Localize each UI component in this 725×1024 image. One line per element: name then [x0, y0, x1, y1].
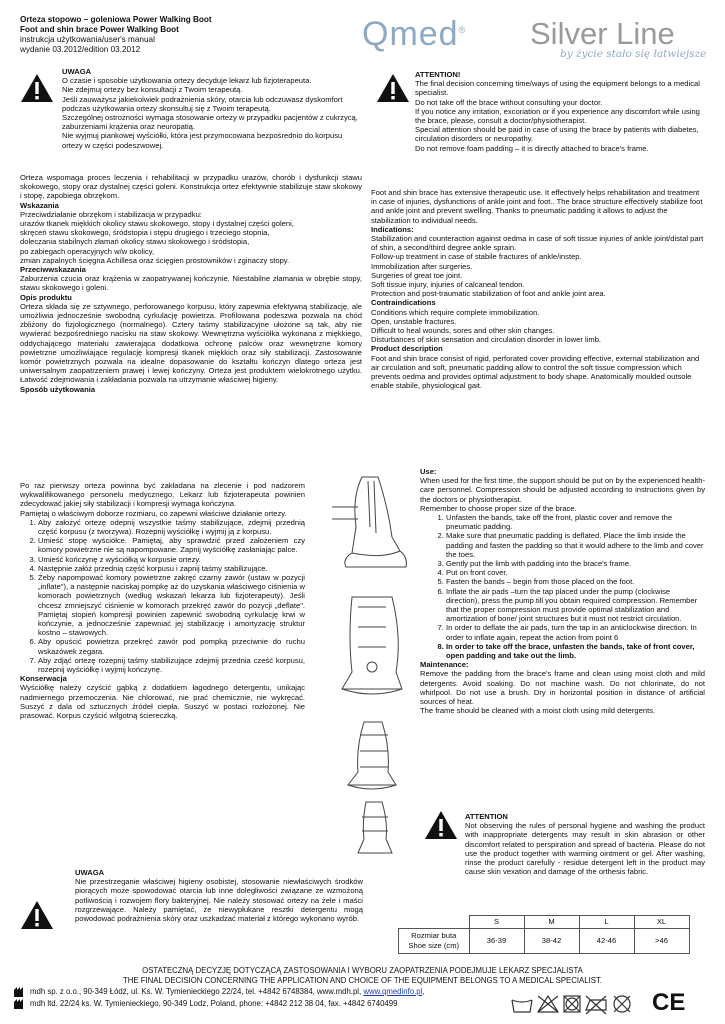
en-attention2-title: ATTENTION — [465, 812, 508, 821]
footer-address-en: mdh ltd. 22/24 ks. W. Tymienieckiego, 90-349 Lodz, Poland, phone: +4842 212 38 04, fax. +4842 6740499 — [30, 999, 398, 1008]
pl-wskazania-item: urazów tkanek miękkich okolicy stawu skokowego, stopy i dystalnej części goleni, — [20, 219, 294, 229]
size-range: 42-46 — [579, 929, 634, 954]
pl-uwaga2-text: Nie przestrzeganie właściwej higieny osobistej, stosowanie niewłaściwych środków piorących może spowodować otarcia lub inne dolegliwości związane ze wzmożoną potliwością i rozwojem flory bakteryjnej. Nie należy stosować ortezy na żele i maści rozgrzewające. Należy pamiętać, że niewypłukane resztki detergentu mogą powodować podrażnienia skóry oraz uszkadzać materiał z którego wykonano wyrób. — [75, 877, 363, 924]
pl-przeciw-title: Przeciwwskazania — [20, 265, 86, 275]
size-label: M — [524, 916, 579, 929]
en-contra-item: Open, unstable fractures. — [371, 316, 457, 326]
pl-wskazania-item: zmian zapalnych ścięgna Achillesa oraz ścięgien prostowników i zginaczy stopy. — [20, 255, 290, 265]
product-title-en: Foot and shin brace Power Walking Boot — [20, 25, 179, 34]
pl-main-column — [20, 173, 362, 394]
size-table-row — [399, 929, 690, 954]
en-indication: Stabilization and counteraction against oedma in case of soft tissue injuries of ankle joint/distal part of shin, a second/third degree ankle sprain. — [371, 234, 704, 253]
no-bleach-icon — [538, 996, 558, 1012]
en-maint-text2: The frame should be cleaned with a moist cloth using mild detergents. — [420, 706, 656, 716]
pl-sposob-column — [20, 481, 305, 720]
size-range: 38-42 — [524, 929, 579, 954]
size-label: L — [579, 916, 634, 929]
en-attention-block — [415, 70, 705, 153]
en-attention-title: ATTENTION! — [415, 70, 461, 79]
manual-label: instrukcja użytkowania/user's manual — [20, 35, 155, 44]
en-contra-title: Contraindications — [371, 298, 436, 308]
en-step: 6. Inflate the air pads –turn the tap placed under the pump (clockwise direction), press the pump till you obtain required compression. Remember that the proper compression must provide optimal stabilization and amortization of bone/ joint structures but it must not restrict circulation. — [446, 587, 705, 624]
en-indication: Surgeries of great toe joint. — [371, 270, 463, 280]
pl-step: 6. Aby opuścić powietrza przekręć zawór pod pompką przeciwnie do ruchu wskazówek zegara. — [38, 637, 305, 655]
pl-uwaga-line: Szczególnej ostrożności wymaga stosowanie ortezy w przypadku pacjentów z cukrzycą, zaburzeniami krążenia oraz neuropatią. — [62, 113, 358, 132]
no-iron-icon — [586, 996, 606, 1014]
document-header — [20, 15, 320, 55]
qmedinfo-link[interactable]: www.qmedinfo.pl — [363, 987, 423, 996]
pl-sposob-title: Sposób użytkowania — [20, 384, 96, 394]
en-attention2-block — [465, 812, 705, 876]
pl-wskazania-item: Przeciwdziałanie obrzękom i stabilizacja w przypadku: — [20, 209, 202, 219]
footer-disclaimer-pl: OSTATECZNĄ DECYZJĘ DOTYCZĄCĄ ZASTOSOWANIA I WYBORU ZAOPATRZENIA PODEJMUJE LEKARZ SPECJALISTA — [142, 966, 583, 975]
edition-label: wydanie 03.2012/edition 03.2012 — [20, 45, 141, 54]
pl-uwaga-line: Nie wyjmuj piankowej wyściółki, która jest przymocowana bezpośrednio do korpusu ortezy w części podeszwowej. — [62, 131, 343, 150]
en-indication: Follow-up treatment in case of stabile fractures of ankle/instep. — [371, 252, 582, 262]
en-desc-title: Product description — [371, 344, 443, 354]
size-header-label: Rozmiar buta Shoe size (cm) — [399, 929, 470, 954]
care-symbols — [510, 992, 640, 1016]
pl-step: 5. Żeby napompować komory powietrzne zakręć czarny zawór (ustaw w pozycji „inflate"), a następnie naciskaj pompkę aż do uzyskania właściwego ciśnienia w komorach powietrznych (według wskazań lekarza lub fizjoterapeuty). Jeśli chcesz zmniejszyć ciśnienie w komorach przekręć zawór do pozycji „deflate". Pamiętaj stopień kompresji powinien zapewnić swobodną cyrkulację krwi w kończynie, a jednocześnie zapewniać jej stabilizację i amortyzację struktur kostno – stawowych. — [38, 573, 305, 637]
en-attention-line: Do not take off the brace without consulting your doctor. — [415, 97, 603, 107]
manufacturer-icon — [14, 999, 26, 1009]
pl-uwaga2-title: UWAGA — [75, 868, 105, 877]
en-indication: Soft tissue injury, injuries of calcaneal tendon. — [371, 280, 525, 290]
en-indication: Protection and post-traumatic stabilization of foot and ankle joint area. — [371, 289, 606, 299]
en-attention-line: Do not remove foam padding – it is directly attached to brace's frame. — [415, 143, 649, 153]
en-use-column — [420, 467, 705, 715]
pl-opis-text: Orteza składa się ze sztywnego, perforowanego korpusu, który zapewnia efektywną stabilizację, ale umożliwia jednocześnie swobodną cyrkulację powietrza. Profilowana podeszwa pozwala na chód zbliżony do fizjologicznego (normalnego). Cztery taśmy stabilizacyjne ułożone są tak, aby nie wywierać bezpośredniego nacisku na staw skokowy. Wewnętrzna wyściółka wykonana z miękkiego, oddychającego materiału zawierająca dodatkowa ochronę palców oraz wewnętrzne komory powietrzne umożliwiające regulację kompresji tkanek miękkich oraz siły stabilizacji. Zastosowanie komór powietrznych pozwala na idealne dopasowanie do kształtu kończyn dlatego orteza jest uniwersalnym zaopatrzeniem prawej i lewej kończyny. Orteza jest produktem wielokrotnego użytku. Łatwość zdejmowania i zakładania pozwala na utrzymanie właściwej higieny. — [20, 301, 362, 385]
en-use-intro2: Remember to choose proper size of the brace. — [420, 503, 577, 513]
en-contra-item: Disturbances of skin sensation and circulation disorder in lower limb. — [371, 335, 602, 345]
pl-uwaga-block — [62, 67, 362, 150]
en-desc-text: Foot and shin brace consist of rigid, perforated cover providing effective, external stabilization and air circulation and soft, pneumatic padding allow to control the soft tissue compression which prevents oedma and provides optimal adjustment to body shape. Anatomically moulded outsole enable stabile, physiological gait. — [371, 353, 700, 391]
pl-konserwacja-text: Wyściółkę należy czyścić gąbką z dodatkiem łagodnego detergentu, unikając nadmiernego przemoczenia. Nie chlorować, nie prać chemicznie, nie wykręcać. Suszyć z dala od sztucznych źródeł ciepła. Suszyć w postaci rozłożonej. Nie prasować. Korpus czyścić wilgotną ściereczką. — [20, 683, 305, 721]
logo-tagline: by życie stało się łatwiejsze — [560, 48, 707, 60]
en-step: 2. Make sure that pneumatic padding is deflated. Place the limb inside the padding and fasten the padding so that it would adhere to the limb and cover the toes. — [446, 531, 705, 559]
product-title-pl: Orteza stopowo – goleniowa Power Walking Boot — [20, 15, 212, 24]
pl-step: 7. Aby zdjąć ortezę rozepnij taśmy stabilizujące zdejmij przednia cześć korpusu, rozepnij wyściółkę i wyjmij kończynę. — [38, 656, 305, 674]
warning-icon — [20, 900, 54, 930]
brand-name: Qmed — [362, 15, 459, 53]
brace-illustrations — [322, 467, 418, 857]
pl-przeciw-text: Zaburzenia czucia oraz krążenia w zaopatrywanej kończynie. Niestabilne złamania w obrębie stopy, stawu skokowego i goleni. — [20, 274, 362, 293]
pl-step: 2. Umieść stopę wyściółce. Pamiętaj, aby sprawdzić przed założeniem czy komory powietrzne nie są napompowane. Zapnij wyściółkę zasłaniając palce. — [38, 536, 305, 554]
pl-uwaga-line: Nie zdejmuj ortezy bez konsultacji z Twoim terapeutą. — [62, 85, 243, 95]
size-range: >46 — [634, 929, 689, 954]
size-table-row — [399, 916, 690, 929]
footer-disclaimer-en: THE FINAL DECISION CONCERNING THE APPLICATION AND CHOICE OF THE EQUIPMENT BELONGS TO A MEDICAL SPECIALIST. — [122, 976, 603, 985]
en-contra-item: Conditions which require complete immobilization. — [371, 307, 540, 317]
size-range: 36-39 — [469, 929, 524, 954]
en-intro: Foot and shin brace has extensive therapeutic use. It effectively helps rehabilitation and treatment in case of injuries, dysfunctions of ankle joint and foot.. The brace structure effectively stabilize foot and ankle joint and prevent swelling. Thanks to pneumatic padding it allows to adjust the stabilization to individual needs. — [371, 188, 703, 225]
manufacturer-icon — [14, 987, 26, 997]
pl-wskazania-item: skręceń stawu skokowego, śródstopia i stępu drugiego i trzeciego stopnia, — [20, 228, 270, 238]
en-contra-item: Difficult to heal wounds, sores and other skin changes. — [371, 326, 555, 336]
ce-mark: CE — [652, 989, 686, 1016]
pl-step: 1. Aby założyć ortezę odepnij wszystkie taśmy stabilizujące, zdejmij przednią część korpusu (z tworzywa). Rozepnij wyściółkę i wyjmij ją z korpusu. — [38, 518, 305, 536]
pl-uwaga-title: UWAGA — [62, 67, 92, 76]
en-step: 1. Unfasten the bands, take off the front, plastic cover and remove the pneumatic padding. — [446, 513, 705, 531]
warning-icon — [376, 73, 410, 103]
en-use-intro: When used for the first time, the support should be put on by the experienced health-care personnel. Compression should be adjusted according to instructions given by the doctors or physiotherapist. — [420, 476, 705, 504]
size-table — [398, 915, 690, 954]
warning-icon — [20, 73, 54, 103]
footer-address-pl — [30, 987, 424, 997]
en-step: 3. Gently put the limb with padding into the brace's frame. — [446, 559, 705, 568]
en-step: 5. Fasten the bands – begin from those placed on the foot. — [446, 577, 705, 586]
silver-line-logo: Silver Line — [530, 16, 675, 51]
pl-sposob-intro: Po raz pierwszy orteza powinna być zakładana na zlecenie i pod nadzorem wykwalifikowanego personelu medycznego. Lekarz lub fizjoterapeuta powinien zdecydować jakiej siły stabilizacji i kompresji wymaga kończyna. — [20, 481, 305, 509]
en-attention-line: If you notice any irritation, excoriation or if you experience any discomfort while using the brace, please, consult a doctor/physiotherapist. — [415, 106, 700, 126]
warning-icon — [424, 810, 458, 840]
pl-uwaga-line: Jeśli zauważysz jakiekolwiek podrażnienia skóry, otarcia lub odczuwasz dyskomfort podczas użytkowania ortezy skonsultuj się z Twoim terapeutą. — [62, 94, 343, 113]
pl-step: 4. Następnie załóż przednią część korpusu i zapnij taśmy stabilizujące. — [38, 564, 305, 573]
en-main-column — [371, 188, 705, 390]
en-use-title: Use: — [420, 467, 437, 476]
qmed-logo — [362, 16, 466, 52]
pl-uwaga2-block — [75, 868, 363, 923]
pl-wskazania-item: doleczania stabilnych złamań okolicy stawu skokowego i śródstopia, — [20, 237, 250, 247]
en-maint-text: Remove the padding from the brace's frame and clean using moist cloth and mild detergents. Avoid soaking. Do not machine wash. Do not chlorinate, do not whirlpool. Do not use a brush. Dry in horizontal position in distance of artificial sources of heat. — [420, 669, 705, 707]
en-step: 4. Put on front cover. — [446, 568, 705, 577]
size-label: XL — [634, 916, 689, 929]
pl-sposob-intro2: Pamiętaj o właściwym doborze rozmiaru, co zapewni właściwe działanie ortezy. — [20, 508, 287, 518]
pl-intro: Orteza wspomaga proces leczenia i rehabilitacji w przypadku urazów, chorób i dysfunkcji stawu skokowego, stopy oraz dystalnej części goleni. Konstrukcja ortez efektywnie stabilizuje staw skokowy i stopę, zapobiega obrzękom. — [20, 173, 362, 201]
size-table-corner — [399, 916, 470, 929]
size-label: S — [469, 916, 524, 929]
pl-konserwacja-title: Konserwacja — [20, 674, 67, 684]
pl-wskazania-title: Wskazania — [20, 200, 59, 210]
en-attention2-text: Not observing the rules of personal hygiene and washing the product with inappropriate detergents may result in skin abrasion or other discomfort related to perspiration and spread of bacteria. Please do not use the product together with warming ointment or gel. After washing, rinse the product carefully - residue detergent left in the product may cause skin vexation and damage of the orthesis fabric. — [465, 821, 705, 877]
pl-opis-title: Opis produktu — [20, 292, 72, 302]
footer-address-text: mdh sp. z o.o., 90-349 Łódź, ul. Ks. W. Tymienieckiego 22/24, tel. +4842 6748384, www.mdh.pl, — [30, 987, 364, 996]
pl-step: 3. Umieść kończynę z wyściółką w korpusie ortezy. — [38, 555, 305, 564]
en-indications-title: Indications: — [371, 224, 414, 234]
footer-comma: , — [422, 987, 425, 996]
en-indication: Immobilization after surgeries. — [371, 261, 473, 271]
pl-uwaga-line: O czasie i sposobie użytkowania ortezy decyduje lekarz lub fizjoterapeuta. — [62, 76, 312, 86]
en-attention-line: The final decision concerning time/ways of using the equipment belongs to a medical specialist. — [415, 79, 700, 98]
en-step: 8. In order to take off the brace, unfasten the bands, take of front cover, open padding and take out the limb. — [446, 642, 705, 660]
pl-wskazania-item: po zabiegach operacyjnych w/w okolicy, — [20, 246, 155, 256]
en-maint-title: Maintenance: — [420, 660, 469, 670]
en-attention-line: Special attention should be paid in case of using the brace by patients with diabetes, circulation disorders or neuropathy. — [415, 125, 699, 144]
en-step: 7. In order to deflate the air pads, turn the tap in an anticlockwise direction. In order to inflate again, repeat the action from point 6 — [446, 623, 705, 641]
registered-mark: ® — [458, 25, 467, 35]
hand-wash-icon — [512, 1000, 532, 1012]
